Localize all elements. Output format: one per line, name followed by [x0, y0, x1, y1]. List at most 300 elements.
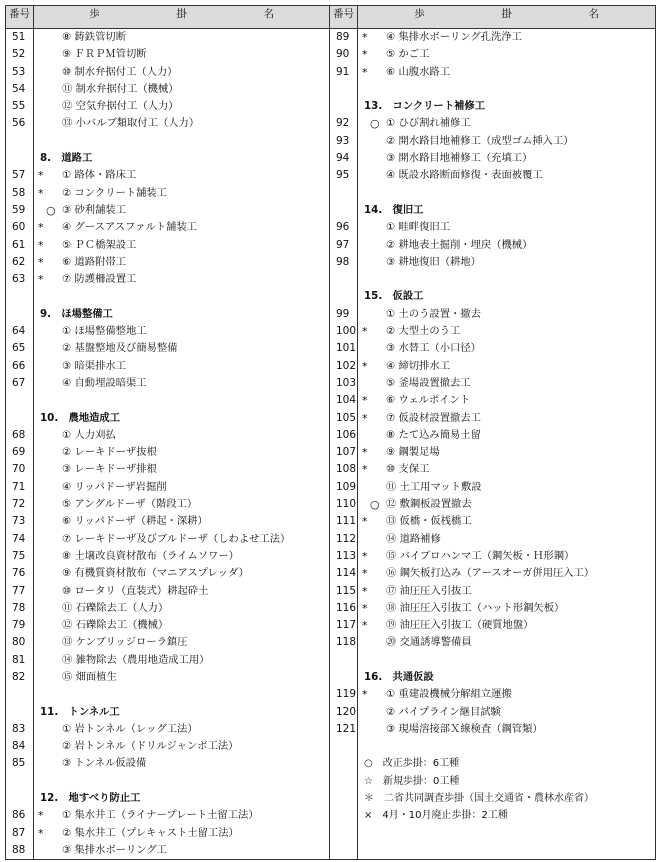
- item-label: ③ レーキドーザ排根: [62, 463, 157, 476]
- row-number: 115: [336, 584, 357, 597]
- item-label: ③ 開水路目地補修工（充填工）: [386, 152, 533, 165]
- row-number: 88: [12, 843, 26, 856]
- table-row: [34, 46, 329, 63]
- table-row: [358, 306, 655, 323]
- row-number: 120: [336, 705, 357, 718]
- legend-entry: [358, 790, 655, 807]
- section-title: 14. 復旧工: [364, 203, 424, 216]
- row-number: 64: [12, 325, 26, 338]
- item-label: ② 耕地表土掘削・埋戻（機械）: [386, 238, 533, 251]
- table-row: [34, 81, 329, 98]
- row-number: 117: [336, 619, 357, 632]
- table-row: [34, 237, 329, 254]
- section-heading: [34, 790, 329, 807]
- table-row: [358, 531, 655, 548]
- item-label: ⑧ 土壌改良資材散布（ライムソワー）: [62, 549, 239, 562]
- item-label: ① 集水井工（ライナープレート土留工法）: [62, 809, 259, 822]
- blank-row: [358, 81, 655, 98]
- section-title: 16. 共通仮設: [364, 670, 434, 683]
- row-number: 57: [12, 169, 26, 182]
- table-row: [358, 721, 655, 738]
- item-label: ③ 集排水ボーリング工: [62, 843, 167, 856]
- row-number: 108: [336, 463, 357, 476]
- item-label: ③ トンネル仮設備: [62, 757, 147, 770]
- blank-row: [358, 738, 655, 755]
- table-row: [358, 461, 655, 478]
- table-row: [34, 427, 329, 444]
- row-number: 116: [336, 601, 357, 614]
- legend-entry: [358, 755, 655, 772]
- table-row: [358, 565, 655, 582]
- item-label: ⑫ 敷鋼板設置撤去: [386, 498, 472, 511]
- header-name-char: 掛: [176, 8, 187, 20]
- header-name-char: 歩: [414, 8, 425, 20]
- section-heading: [358, 669, 655, 686]
- blank-row: [6, 133, 33, 150]
- row-number-empty: [330, 790, 357, 807]
- right-number-column: [330, 29, 358, 860]
- table-row: [358, 254, 655, 271]
- item-label: ① 岩トンネル（レッグ工法）: [62, 722, 198, 735]
- table-row: [34, 444, 329, 461]
- legend-text: ☆ 新規歩掛：0工種: [364, 775, 460, 787]
- row-number: 73: [12, 515, 26, 528]
- blank-row: [34, 392, 329, 409]
- table-row: [34, 548, 329, 565]
- joint-survey-mark: *: [38, 255, 44, 269]
- row-number-empty: [330, 98, 357, 115]
- row-number: 103: [336, 376, 357, 389]
- item-label: ⑦ 仮設材設置撤去工: [386, 411, 481, 424]
- blank-row: [6, 392, 33, 409]
- table-row: [34, 807, 329, 824]
- table-row: [358, 237, 655, 254]
- joint-survey-mark: *: [362, 619, 368, 633]
- item-label: ⑰ 油圧圧入引抜工: [386, 584, 472, 597]
- item-label: ④ 集排水ボーリング孔洗浄工: [386, 31, 522, 43]
- blank-row: [330, 652, 357, 669]
- table-row: [34, 513, 329, 530]
- item-label: ② パイプライン継目試験: [386, 705, 501, 718]
- item-label: ① 路体・路床工: [62, 169, 137, 182]
- table-row: [358, 392, 655, 409]
- row-number: 81: [12, 653, 26, 666]
- row-number: 62: [12, 255, 26, 268]
- joint-survey-mark: *: [362, 567, 368, 581]
- section-title: 12. 地すべり防止工: [40, 792, 141, 805]
- item-label: ⑱ 油圧圧入引抜工（ハット形鋼矢板）: [386, 601, 565, 614]
- table-row: [34, 271, 329, 288]
- section-heading: [358, 288, 655, 305]
- table-row: [358, 496, 655, 513]
- joint-survey-mark: *: [362, 584, 368, 598]
- item-label: ⑭ 雑物除去（農用地造成工用）: [62, 653, 210, 666]
- row-number: 97: [336, 238, 350, 251]
- item-label: ④ リッパドーザ岩掘削: [62, 480, 167, 493]
- row-number: 98: [336, 255, 350, 268]
- item-label: ⑥ 道路附帯工: [62, 255, 126, 268]
- table-row: [34, 479, 329, 496]
- row-number-empty: [330, 202, 357, 219]
- item-label: ① ひび割れ補修工: [386, 117, 471, 130]
- table-row: [358, 704, 655, 721]
- blank-row: [6, 773, 33, 790]
- joint-survey-mark: *: [362, 601, 368, 615]
- row-number: 114: [336, 567, 357, 580]
- row-number: 104: [336, 394, 357, 407]
- row-number: 55: [12, 100, 26, 113]
- item-label: ⑨ 有機質資材散布（マニアスプレッダ）: [62, 567, 249, 580]
- legend-text: ○ 改正歩掛：6工種: [364, 758, 460, 770]
- table-header-row: [6, 6, 656, 29]
- row-number: 83: [12, 722, 26, 735]
- item-label: ② 岩トンネル（ドリルジャンボ工法）: [62, 740, 239, 753]
- row-number: 69: [12, 446, 26, 459]
- table-row: [34, 167, 329, 184]
- table-row: [34, 634, 329, 651]
- joint-survey-mark: *: [362, 549, 368, 563]
- item-label: ⑯ 鋼矢板打込み（アースオーガ併用圧入工）: [386, 567, 595, 580]
- header-name-char: 歩: [89, 8, 100, 20]
- item-label: ⑬ ケンブリッジローラ鎮圧: [62, 636, 188, 649]
- table-row: [34, 202, 329, 219]
- row-number: 101: [336, 342, 357, 355]
- blank-row: [6, 686, 33, 703]
- row-number: 105: [336, 411, 357, 424]
- table-row: [358, 219, 655, 236]
- item-label: ⑮ バイブロハンマ工（鋼矢板・Ｈ形鋼）: [386, 549, 575, 562]
- row-number: 95: [336, 169, 350, 182]
- table-row: [358, 427, 655, 444]
- item-label: ⑧ 鋳鉄管切断: [62, 31, 126, 43]
- item-label: ③ 耕地復旧（耕地）: [386, 255, 481, 268]
- row-number: 80: [12, 636, 26, 649]
- row-number: 93: [336, 134, 350, 147]
- joint-survey-mark: *: [362, 325, 368, 339]
- table-row: [358, 150, 655, 167]
- row-number-empty: [330, 773, 357, 790]
- legend-entry: [358, 773, 655, 790]
- row-number-empty: [6, 306, 33, 323]
- table-row: [34, 738, 329, 755]
- row-number: 86: [12, 809, 26, 822]
- row-number: 56: [12, 117, 26, 130]
- item-label: ⑦ レーキドーザ及びブルドーザ（しわよせ工法）: [62, 532, 291, 545]
- item-label: ⑩ ロータリ（直装式）耕起砕土: [62, 584, 209, 597]
- section-title: 15. 仮設工: [364, 290, 424, 303]
- joint-survey-mark: *: [362, 48, 368, 62]
- header-name-right: [358, 6, 656, 29]
- item-label: ⑤ かご工: [386, 48, 430, 61]
- table-row: [358, 634, 655, 651]
- header-num-right: 番号: [330, 6, 358, 29]
- blank-row: [34, 133, 329, 150]
- row-number: 111: [336, 515, 357, 528]
- item-label: ⑫ 空気弁据付工（人力）: [62, 100, 179, 113]
- row-number: 110: [336, 498, 357, 511]
- row-number: 54: [12, 82, 26, 95]
- row-number: 121: [336, 722, 357, 735]
- section-title: 8. 道路工: [40, 152, 93, 165]
- blank-row: [34, 288, 329, 305]
- row-number: 77: [12, 584, 26, 597]
- row-number: 59: [12, 203, 26, 216]
- row-number: 78: [12, 601, 26, 614]
- row-number-empty: [330, 669, 357, 686]
- row-number: 60: [12, 221, 26, 234]
- item-label: ⑮ 畑面植生: [62, 670, 117, 683]
- item-label: ④ 既設水路断面修復・表面被覆工: [386, 169, 543, 182]
- row-number: 102: [336, 359, 357, 372]
- legend-text: × 4月・10月廃止歩掛：2工種: [364, 810, 508, 822]
- item-label: ⑪ 石礫除去工（人力）: [62, 601, 169, 614]
- item-label: ⑩ 支保工: [386, 463, 430, 476]
- item-label: ② 開水路目地補修工（成型ゴム挿入工）: [386, 134, 574, 147]
- table-row: [358, 46, 655, 63]
- table-row: [358, 115, 655, 132]
- joint-survey-mark: *: [38, 186, 44, 200]
- row-number: 89: [336, 31, 350, 43]
- row-number-empty: [330, 288, 357, 305]
- blank-row: [358, 652, 655, 669]
- section-title: 13. コンクリート補修工: [364, 100, 486, 113]
- joint-survey-mark: *: [362, 31, 368, 44]
- revised-mark: ○: [46, 203, 56, 217]
- table-row: [34, 669, 329, 686]
- table-row: [34, 825, 329, 842]
- item-label: ⑥ リッパドーザ（耕起・深耕）: [62, 515, 208, 528]
- row-number: 67: [12, 376, 26, 389]
- section-title: 9. ほ場整備工: [40, 307, 113, 320]
- row-number-empty: [6, 150, 33, 167]
- row-number-empty: [6, 704, 33, 721]
- item-label: ④ 締切排水工: [386, 359, 450, 372]
- section-heading: [34, 704, 329, 721]
- table-row: [34, 375, 329, 392]
- row-number: 109: [336, 480, 357, 493]
- table-row: [34, 219, 329, 236]
- table-row: [358, 167, 655, 184]
- row-number: 91: [336, 65, 350, 78]
- row-number: 53: [12, 65, 26, 78]
- row-number: 51: [12, 31, 26, 43]
- blank-row: [330, 271, 357, 288]
- header-name-char: 掛: [501, 8, 512, 20]
- row-number: 75: [12, 549, 26, 562]
- table-row: [34, 583, 329, 600]
- item-label: ③ 暗渠排水工: [62, 359, 126, 372]
- table-row: [358, 513, 655, 530]
- joint-survey-mark: *: [38, 809, 44, 823]
- section-title: 11. トンネル工: [40, 705, 120, 718]
- table-row: [358, 29, 655, 46]
- row-number: 52: [12, 48, 26, 61]
- row-number: 113: [336, 549, 357, 562]
- joint-survey-mark: *: [38, 221, 44, 235]
- item-label: ⑥ ウェルポイント: [386, 394, 471, 407]
- item-label: ① 重建設機械分解組立運搬: [386, 688, 512, 701]
- item-label: ④ グースアスファルト舗装工: [62, 221, 197, 234]
- row-number-empty: [330, 807, 357, 824]
- joint-survey-mark: *: [38, 826, 44, 840]
- blank-row: [330, 738, 357, 755]
- blank-row: [358, 271, 655, 288]
- joint-survey-mark: *: [362, 65, 368, 79]
- joint-survey-mark: *: [362, 359, 368, 373]
- item-label: ⑭ 道路補修: [386, 532, 441, 545]
- table-row: [34, 358, 329, 375]
- table-row: [358, 583, 655, 600]
- row-number: 70: [12, 463, 26, 476]
- item-label: ⑤ 釜場設置撤去工: [386, 376, 471, 389]
- row-number: 65: [12, 342, 26, 355]
- table-row: [358, 444, 655, 461]
- table-row: [358, 358, 655, 375]
- table-row: [34, 496, 329, 513]
- item-label: ④ 自動埋設暗渠工: [62, 376, 147, 389]
- table-row: [358, 548, 655, 565]
- item-label: ⑬ 小バルブ類取付工（人力）: [62, 117, 200, 130]
- joint-survey-mark: *: [362, 463, 368, 477]
- joint-survey-mark: *: [38, 238, 44, 252]
- row-number-empty: [6, 790, 33, 807]
- item-label: ① ほ場整備整地工: [62, 325, 147, 338]
- item-label: ③ 現場溶接部Ｘ線検査（鋼管類）: [386, 722, 543, 735]
- item-label: ⑨ 鋼製足場: [386, 446, 440, 459]
- header-name-char: 名: [588, 8, 599, 20]
- row-number: 87: [12, 826, 26, 839]
- table-row: [34, 323, 329, 340]
- row-number: 58: [12, 186, 26, 199]
- joint-survey-mark: *: [362, 515, 368, 529]
- item-label: ② コンクリート舗装工: [62, 186, 167, 199]
- item-label: ③ 水替工（小口径）: [386, 342, 481, 355]
- table-row: [358, 133, 655, 150]
- item-label: ⑫ 石礫除去工（機械）: [62, 619, 169, 632]
- row-number: 94: [336, 152, 350, 165]
- right-name-column: [358, 29, 656, 860]
- item-label: ① 畦畔復旧工: [386, 221, 450, 234]
- table-row: [34, 755, 329, 772]
- table-row: [358, 686, 655, 703]
- item-label: ⑦ 防護柵設置工: [62, 273, 137, 286]
- table-row: [358, 410, 655, 427]
- work-rate-table: [5, 5, 656, 860]
- row-number: 106: [336, 428, 357, 441]
- item-label: ⑪ 制水弁据付工（機械）: [62, 82, 179, 95]
- row-number: 96: [336, 221, 350, 234]
- legend-text: ＊ 二省共同調査歩掛（国土交通省・農林水産省）: [364, 793, 594, 805]
- row-number: 66: [12, 359, 26, 372]
- row-number: 119: [336, 688, 357, 701]
- table-row: [34, 721, 329, 738]
- blank-row: [34, 686, 329, 703]
- row-number: 107: [336, 446, 357, 459]
- table-row: [34, 64, 329, 81]
- left-number-column: [6, 29, 34, 860]
- table-row: [34, 98, 329, 115]
- table-row: [34, 617, 329, 634]
- section-heading: [34, 410, 329, 427]
- table-row: [358, 479, 655, 496]
- blank-row: [330, 185, 357, 202]
- table-row: [34, 185, 329, 202]
- left-name-column: [34, 29, 330, 860]
- item-label: ② 大型土のう工: [386, 325, 461, 338]
- row-number: 118: [336, 636, 357, 649]
- section-heading: [34, 150, 329, 167]
- item-label: ② レーキドーザ抜根: [62, 446, 157, 459]
- item-label: ⑥ 山腹水路工: [386, 65, 450, 78]
- blank-row: [330, 81, 357, 98]
- item-label: ⑧ たて込み簡易土留: [386, 428, 481, 441]
- item-label: ③ 砂利舗装工: [62, 203, 126, 216]
- table-row: [34, 254, 329, 271]
- joint-survey-mark: *: [362, 394, 368, 408]
- item-label: ⑬ 仮橋・仮桟橋工: [386, 515, 472, 528]
- table-row: [358, 340, 655, 357]
- item-label: ② 集水井工（プレキャスト土留工法）: [62, 826, 239, 839]
- item-label: ⑤ ＰＣ橋架設工: [62, 238, 137, 251]
- row-number-empty: [330, 755, 357, 772]
- header-num-left: 番号: [6, 6, 34, 29]
- row-number: 76: [12, 567, 26, 580]
- blank-row: [34, 773, 329, 790]
- joint-survey-mark: *: [38, 273, 44, 287]
- row-number: 112: [336, 532, 357, 545]
- header-name-left: [34, 6, 330, 29]
- item-label: ⑩ 制水弁据付工（人力）: [62, 65, 178, 78]
- blank-row: [6, 288, 33, 305]
- revised-mark: ○: [370, 117, 380, 131]
- table-row: [358, 64, 655, 81]
- row-number: 63: [12, 273, 26, 286]
- table-row: [34, 652, 329, 669]
- joint-survey-mark: *: [38, 169, 44, 183]
- row-number: 68: [12, 428, 26, 441]
- table-row: [358, 323, 655, 340]
- row-number: 61: [12, 238, 26, 251]
- legend-entry: [358, 807, 655, 824]
- row-number-empty: [6, 410, 33, 427]
- table-row: [34, 115, 329, 132]
- revised-mark: ○: [370, 498, 380, 512]
- section-title: 10. 農地造成工: [40, 411, 121, 424]
- joint-survey-mark: *: [362, 446, 368, 460]
- row-number: 92: [336, 117, 350, 130]
- item-label: ⑪ 土工用マット敷設: [386, 480, 482, 493]
- joint-survey-mark: *: [362, 688, 368, 702]
- table-row: [34, 340, 329, 357]
- item-label: ⑨ ＦＲＰＭ管切断: [62, 48, 147, 61]
- section-heading: [34, 306, 329, 323]
- row-number: 90: [336, 48, 350, 61]
- row-number: 99: [336, 307, 350, 320]
- table-row: [358, 617, 655, 634]
- joint-survey-mark: *: [362, 411, 368, 425]
- table-row: [34, 461, 329, 478]
- section-heading: [358, 202, 655, 219]
- row-number: 79: [12, 619, 26, 632]
- table-row: [34, 565, 329, 582]
- row-number: 84: [12, 740, 26, 753]
- table-row: [34, 531, 329, 548]
- row-number: 71: [12, 480, 26, 493]
- row-number: 100: [336, 325, 357, 338]
- row-number: 82: [12, 670, 26, 683]
- blank-row: [358, 185, 655, 202]
- item-label: ⑤ アングルドーザ（階段工）: [62, 498, 198, 511]
